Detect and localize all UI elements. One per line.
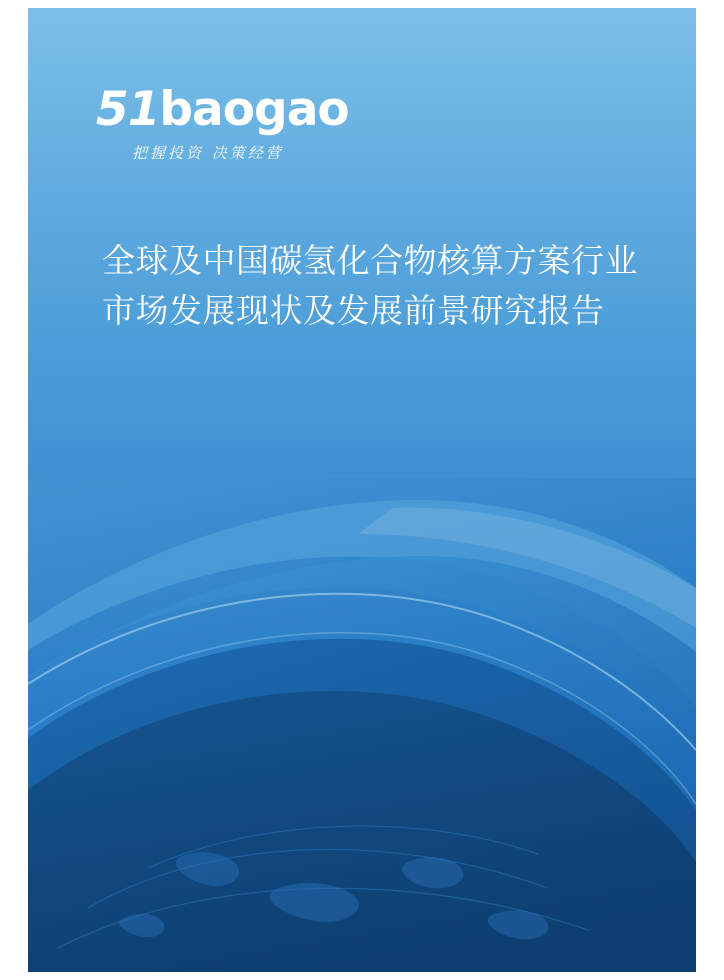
brand-logo-word: baogao — [159, 82, 349, 137]
brand-logo-text — [96, 82, 356, 137]
brand-logo — [96, 82, 356, 178]
report-title-line-2: 市场发展现状及发展前景研究报告 — [102, 291, 605, 331]
brand-logo-51: 51 — [96, 82, 160, 137]
brand-tagline: 把握投资 决策经营 — [132, 144, 284, 162]
report-title — [102, 236, 682, 336]
cover-artwork — [28, 8, 696, 972]
report-title-line-1: 全球及中国碳氢化合物核算方案行业 — [102, 241, 638, 280]
wave-globe-graphic — [28, 438, 696, 972]
